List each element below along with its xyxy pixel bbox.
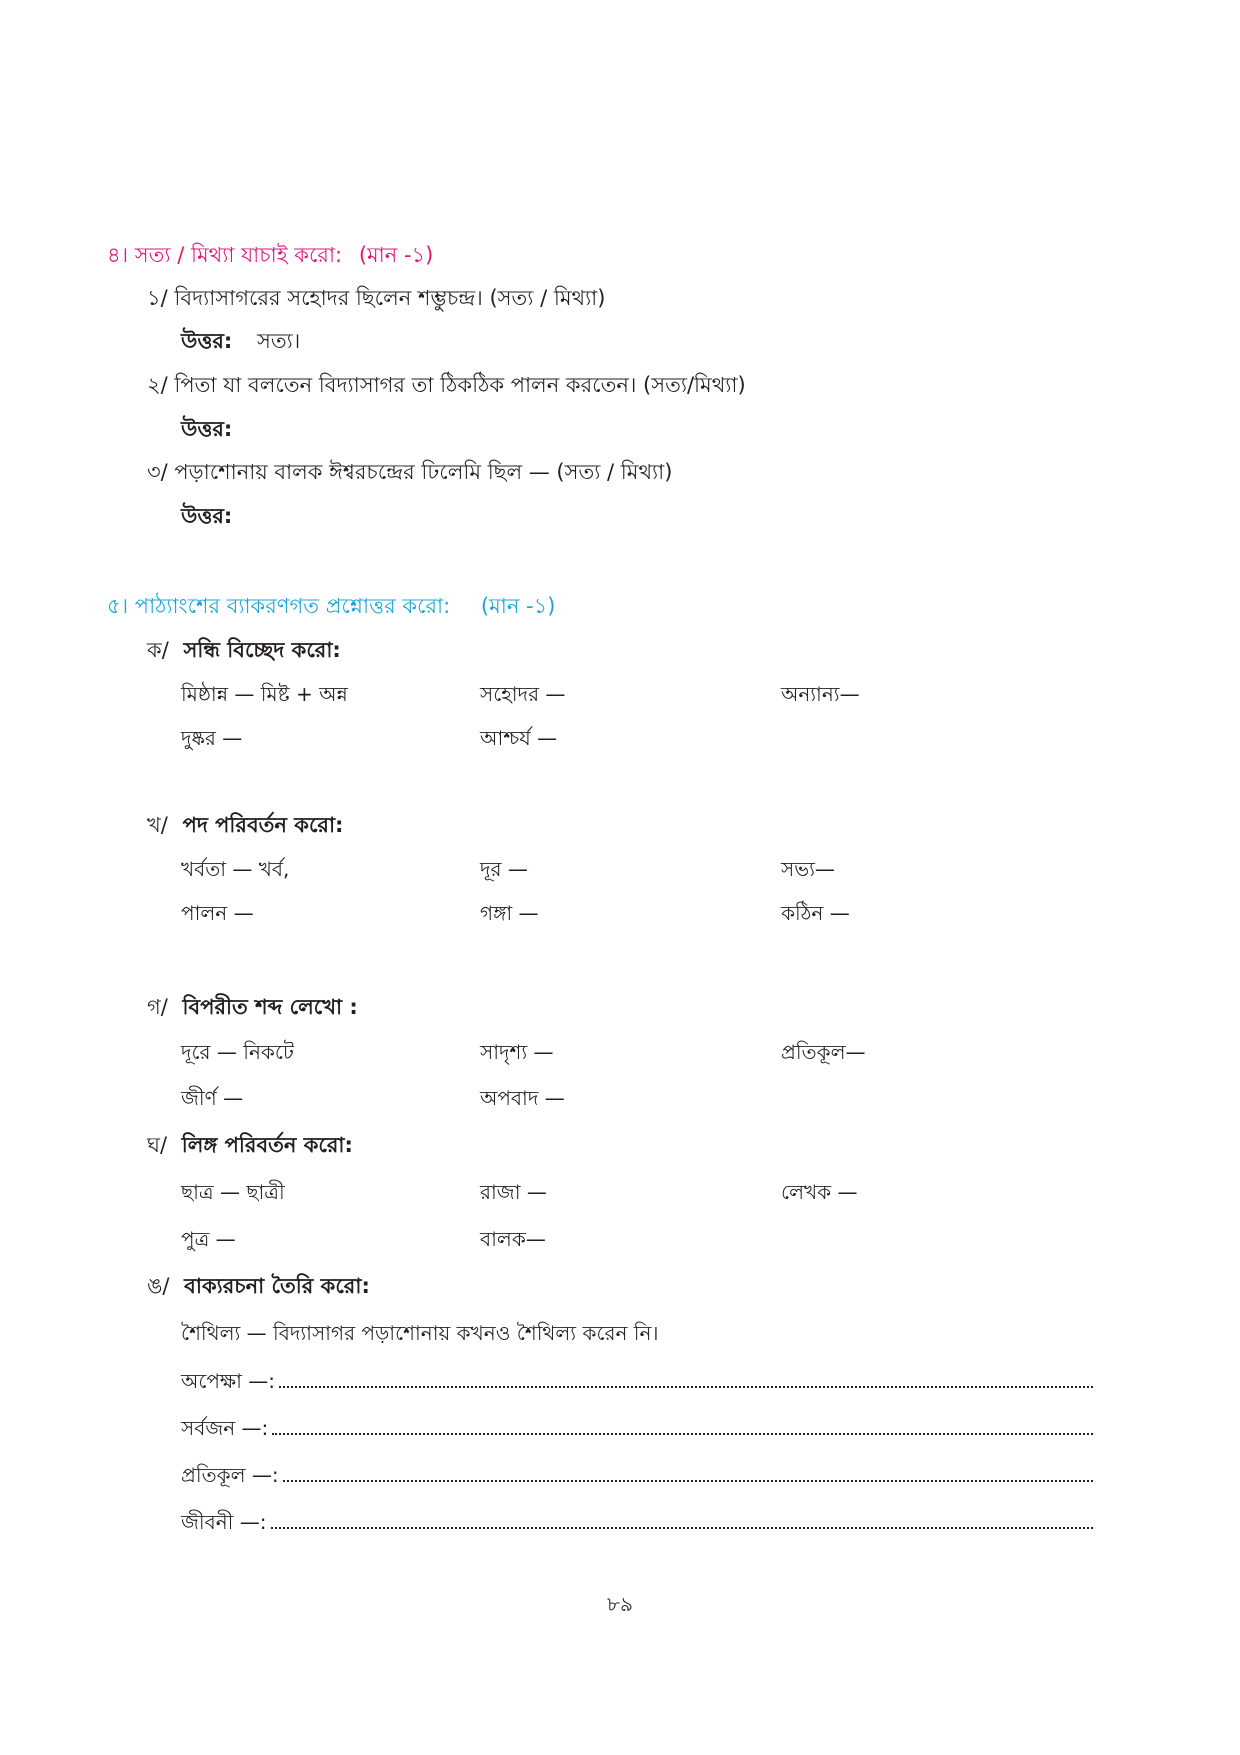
section-label: খ/ xyxy=(147,813,168,837)
answer-label: উত্তর: xyxy=(181,329,233,353)
dotted-line xyxy=(279,1366,1093,1388)
q4-answer-1 xyxy=(181,326,300,356)
q4-heading xyxy=(107,240,433,270)
q4-item-3: ৩/ পড়াশোনায় বালক ঈশ্বরচন্দ্রের ঢিলেমি ছিল — (সত্য / মিথ্যা) xyxy=(147,460,673,484)
fill-word: অপেক্ষা —: xyxy=(181,1369,276,1393)
section-nga-title xyxy=(147,1271,370,1301)
dotted-line xyxy=(271,1507,1093,1529)
q5-heading xyxy=(107,591,555,621)
grid-cell: লেখক — xyxy=(781,1180,858,1204)
section-ka-title xyxy=(147,635,341,665)
section-label: ঙ/ xyxy=(147,1274,170,1298)
grid-cell: রাজা — xyxy=(480,1180,547,1204)
grid-cell: খর্বতা — খর্ব, xyxy=(181,857,290,881)
grid-cell: সাদৃশ্য — xyxy=(480,1040,554,1064)
grid-cell: বালক— xyxy=(480,1227,546,1251)
q4-heading-text: ৪। সত্য / মিথ্যা যাচাই করো: xyxy=(107,243,343,267)
answer-label: উত্তর: xyxy=(181,504,233,528)
answer-text: সত্য। xyxy=(257,329,301,353)
section-kha-title xyxy=(147,810,343,840)
section-label: গ/ xyxy=(147,995,168,1019)
grid-cell: প্রতিকূল— xyxy=(781,1040,866,1064)
q4-item-2: ২/ পিতা যা বলতেন বিদ্যাসাগর তা ঠিকঠিক পালন করতেন। (সত্য/মিথ্যা) xyxy=(147,373,746,397)
q5-marks: (মান -১) xyxy=(480,594,556,618)
fill-line[interactable] xyxy=(181,1413,1093,1443)
grid-cell: পুত্র — xyxy=(181,1227,236,1251)
grid-cell: ছাত্র — ছাত্রী xyxy=(181,1180,285,1204)
grid-cell: সভ্য— xyxy=(781,857,835,881)
dotted-line xyxy=(283,1460,1093,1482)
grid-cell: মিষ্ঠান্ন — মিষ্ট + অন্ন xyxy=(181,682,348,706)
page-number: ৮৯ xyxy=(607,1592,633,1616)
section-label: ক/ xyxy=(147,638,169,662)
fill-word: প্রতিকূল —: xyxy=(181,1463,279,1487)
fill-word: জীবনী —: xyxy=(181,1510,267,1534)
section-gha-title xyxy=(147,1130,353,1160)
q4-answer-2 xyxy=(181,414,232,444)
section-title: বাক্যরচনা তৈরি করো: xyxy=(184,1274,370,1298)
grid-cell: অপবাদ — xyxy=(480,1086,565,1110)
section-ga-title xyxy=(147,992,358,1022)
section-title: সন্ধি বিচ্ছেদ করো: xyxy=(183,638,341,662)
q4-answer-3 xyxy=(181,501,232,531)
section-title: বিপরীত শব্দ লেখো : xyxy=(182,995,358,1019)
grid-cell: সহোদর — xyxy=(480,682,566,706)
answer-label: উত্তর: xyxy=(181,417,233,441)
section-title: লিঙ্গ পরিবর্তন করো: xyxy=(181,1133,353,1157)
fill-line[interactable] xyxy=(181,1366,1093,1396)
grid-cell: অন্যান্য— xyxy=(781,682,860,706)
grid-cell: দূর — xyxy=(480,857,528,881)
section-title: পদ পরিবর্তন করো: xyxy=(182,813,344,837)
grid-cell: দুষ্কর — xyxy=(181,726,243,750)
q4-item-1: ১/ বিদ্যাসাগরের সহোদর ছিলেন শম্ভুচন্দ্র। (সত্য / মিথ্যা) xyxy=(147,286,606,310)
fill-line[interactable] xyxy=(181,1507,1093,1537)
grid-cell: জীর্ণ — xyxy=(181,1086,244,1110)
example-sentence: শৈথিল্য — বিদ্যাসাগর পড়াশোনায় কখনও শৈথিল্য করেন নি। xyxy=(181,1321,659,1345)
grid-cell: দূরে — নিকটে xyxy=(181,1040,294,1064)
dotted-line xyxy=(272,1413,1093,1435)
fill-word: সর্বজন —: xyxy=(181,1416,269,1440)
fill-line[interactable] xyxy=(181,1460,1093,1490)
section-label: ঘ/ xyxy=(147,1133,168,1157)
q5-heading-text: ৫। পাঠ্যাংশের ব্যাকরণগত প্রশ্নোত্তর করো: xyxy=(107,594,451,618)
grid-cell: আশ্চর্য — xyxy=(480,726,558,750)
grid-cell: পালন — xyxy=(181,901,254,925)
grid-cell: গঙ্গা — xyxy=(480,901,539,925)
q4-marks: (মান -১) xyxy=(358,243,434,267)
grid-cell: কঠিন — xyxy=(781,901,850,925)
